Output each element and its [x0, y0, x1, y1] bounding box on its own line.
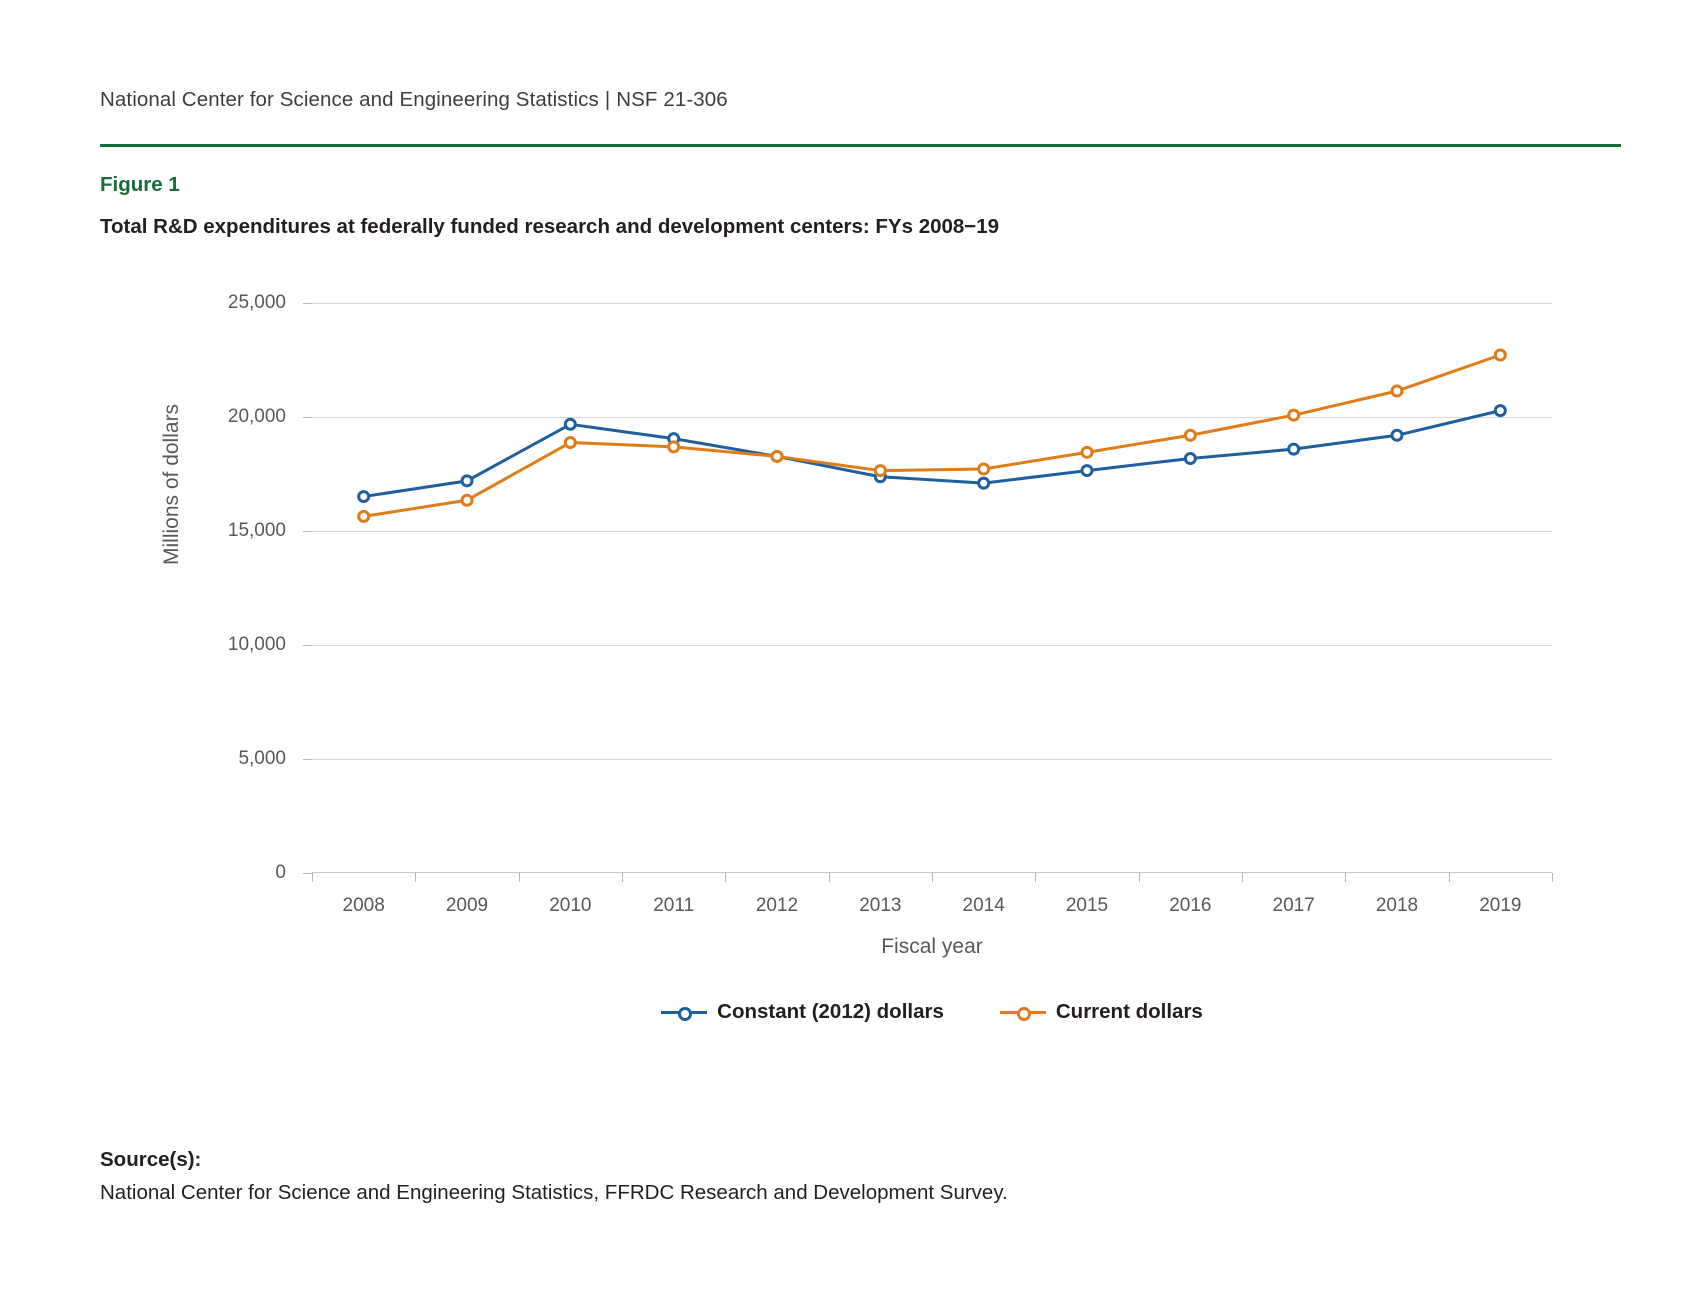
series-1	[359, 406, 1506, 502]
x-axis-tick-label: 2014	[962, 895, 1005, 916]
report-header	[100, 88, 728, 112]
source-text: National Center for Science and Engineering Statistics, FFRDC Research and Development Survey.	[100, 1181, 1008, 1204]
legend-item-2[interactable]	[1000, 1000, 1203, 1024]
x-axis-tick-mark	[415, 873, 416, 882]
x-axis-tick-label: 2009	[445, 895, 489, 916]
series-line	[364, 355, 1501, 516]
x-axis-tick-mark	[829, 873, 830, 882]
y-axis-tick-mark	[303, 645, 312, 646]
series-line	[364, 411, 1501, 497]
y-axis-label: Millions of dollars	[160, 403, 183, 565]
x-axis-tick-label: 2013	[859, 895, 902, 916]
x-axis-tick-label: 2019	[1479, 895, 1522, 916]
data-point-marker	[359, 492, 369, 502]
y-axis-tick-mark	[303, 303, 312, 304]
legend-item-1[interactable]	[661, 1000, 944, 1024]
x-axis-tick-mark	[1035, 873, 1036, 882]
y-axis-tick-label: 5,000	[238, 748, 286, 769]
figure-label: Figure 1	[100, 173, 180, 196]
y-axis-tick-mark	[303, 759, 312, 760]
y-axis-tick-mark	[303, 531, 312, 532]
chart-legend	[312, 1000, 1552, 1024]
series-layer	[312, 303, 1552, 873]
x-axis-tick-mark	[725, 873, 726, 882]
legend-swatch-icon	[1000, 1004, 1046, 1020]
x-axis-tick-mark	[1242, 873, 1243, 882]
x-axis-tick-label: 2008	[342, 895, 385, 916]
x-axis-tick-label: 2010	[549, 895, 592, 916]
data-point-marker	[979, 478, 989, 488]
data-point-marker	[1289, 444, 1299, 454]
x-axis-tick-label: 2011	[653, 895, 695, 916]
x-axis-tick-mark	[1449, 873, 1450, 882]
data-point-marker	[1392, 430, 1402, 440]
header-separator: |	[604, 88, 611, 111]
y-axis-tick-mark	[303, 873, 312, 874]
x-axis-tick-label: 2016	[1169, 895, 1212, 916]
data-point-marker	[1495, 350, 1505, 360]
data-point-marker	[1082, 466, 1092, 476]
data-point-marker	[1289, 410, 1299, 420]
header-divider	[100, 144, 1621, 147]
legend-marker-icon	[678, 1007, 692, 1021]
x-axis-label: Fiscal year	[881, 935, 983, 958]
chart-container	[100, 265, 1621, 1025]
data-point-marker	[772, 451, 782, 461]
data-point-marker	[1185, 454, 1195, 464]
x-axis-tick-mark	[622, 873, 623, 882]
plot-area	[227, 292, 1552, 916]
data-point-marker	[462, 495, 472, 505]
x-axis-tick-mark	[932, 873, 933, 882]
legend-label: Current dollars	[1055, 1000, 1203, 1023]
x-axis-tick-mark	[519, 873, 520, 882]
y-axis-tick-mark	[303, 417, 312, 418]
y-axis-tick-label: 0	[275, 862, 286, 883]
x-axis-tick-label: 2017	[1272, 895, 1315, 916]
x-axis-tick-label: 2018	[1375, 895, 1419, 916]
source-label: Source(s):	[100, 1148, 202, 1171]
data-point-marker	[462, 476, 472, 486]
legend-label: Constant (2012) dollars	[717, 1000, 944, 1023]
header-report-number: NSF 21-306	[616, 88, 728, 111]
y-axis-tick-label: 20,000	[227, 406, 286, 427]
legend-marker-icon	[1017, 1007, 1031, 1021]
data-point-marker	[979, 464, 989, 474]
y-axis-tick-label: 25,000	[227, 292, 286, 313]
x-axis-tick-mark	[1552, 873, 1553, 882]
x-axis-tick-label: 2015	[1065, 895, 1109, 916]
y-axis-tick-label: 15,000	[227, 520, 286, 541]
data-point-marker	[669, 442, 679, 452]
figure-title: Total R&D expenditures at federally funded research and development centers: FYs 2008−19	[100, 215, 1000, 238]
data-point-marker	[565, 419, 575, 429]
data-point-marker	[359, 511, 369, 521]
x-axis-tick-mark	[1139, 873, 1140, 882]
y-axis-tick-label: 10,000	[227, 634, 286, 655]
data-point-marker	[1185, 430, 1195, 440]
legend-swatch-icon	[661, 1004, 707, 1020]
data-point-marker	[1392, 386, 1402, 396]
data-point-marker	[565, 438, 575, 448]
header-agency-name: National Center for Science and Engineering Statistics	[100, 88, 599, 111]
x-axis-tick-mark	[312, 873, 313, 882]
series-2	[359, 350, 1506, 521]
data-point-marker	[1495, 406, 1505, 416]
x-axis-tick-label: 2012	[755, 895, 799, 916]
x-axis-tick-mark	[1345, 873, 1346, 882]
data-point-marker	[875, 466, 885, 476]
data-point-marker	[1082, 447, 1092, 457]
